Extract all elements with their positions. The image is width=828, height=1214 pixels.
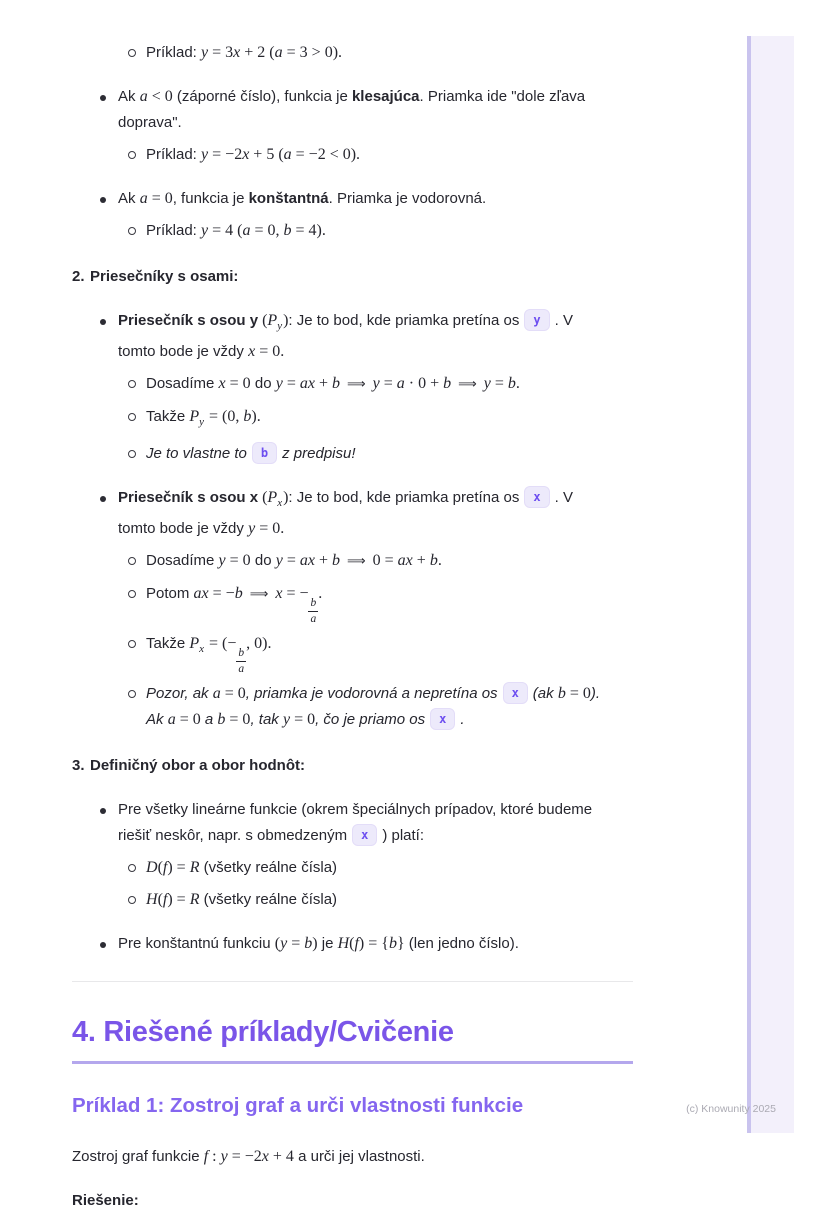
math-variable: H	[146, 891, 158, 908]
math-text: =	[379, 375, 397, 392]
math-text: =	[490, 375, 508, 392]
math-text: = 0.	[255, 520, 285, 537]
math-text: = −	[208, 585, 235, 602]
math-variable: ax	[193, 585, 209, 602]
text-run: Dosadíme	[146, 375, 219, 392]
math-variable: ax	[299, 375, 315, 392]
bullet-disc-icon	[100, 197, 106, 203]
text-run: (všetky reálne čísla)	[199, 891, 338, 908]
math-text: = 4 (	[208, 222, 243, 239]
bold-text-run: klesajúca	[351, 88, 420, 105]
math-text: ) = {	[358, 935, 389, 952]
sub-bullet-item	[72, 404, 633, 435]
math-text: + 4	[268, 1148, 294, 1165]
text-run: do	[250, 375, 276, 392]
math-text: · 0 +	[404, 375, 444, 392]
math-variable: D	[146, 859, 158, 876]
math-variable: y	[201, 222, 209, 239]
item-text	[146, 218, 326, 244]
math-text: :	[208, 1148, 221, 1165]
math-variable: P	[267, 489, 278, 506]
math-variable: f	[354, 935, 359, 952]
math-variable: a	[242, 222, 251, 239]
text-run: a urči jej vlastnosti.	[293, 1148, 425, 1165]
bold-text-run: Priesečníky s osami:	[90, 268, 239, 285]
math-text: =	[282, 552, 300, 569]
math-text: (	[157, 891, 163, 908]
bullet-item	[72, 485, 633, 542]
math-variable: R	[189, 859, 200, 876]
math-variable: a	[139, 190, 148, 207]
math-variable: b	[243, 408, 252, 425]
paragraph	[72, 1144, 633, 1170]
sub-bullet-item	[72, 631, 633, 675]
text-run: je	[317, 935, 338, 952]
math-variable: y	[282, 711, 291, 728]
item-text	[146, 855, 337, 881]
math-variable: y	[201, 44, 209, 61]
text-run: Pre všetky lineárne funkcie (okrem špeciálnych prípadov, ktoré budeme	[118, 801, 593, 818]
math-text: 0 =	[372, 552, 398, 569]
item-text	[118, 931, 519, 957]
math-text: = −2	[227, 1148, 262, 1165]
text-run: Zostroj graf funkcie	[72, 1148, 204, 1165]
italic-text-run: ).	[590, 685, 601, 702]
text-run: (všetky reálne čísla)	[199, 859, 338, 876]
math-text: (	[157, 859, 163, 876]
text-run: 4. Riešené príklady/Cvičenie	[72, 1016, 454, 1048]
bullet-disc-icon	[100, 95, 106, 101]
math-variable: y	[372, 375, 380, 392]
sub-bullet-item	[72, 548, 633, 575]
item-text	[118, 797, 592, 849]
math-text: = (0,	[205, 408, 244, 425]
italic-text-run: , tak	[250, 711, 283, 728]
math-variable: H	[337, 935, 350, 952]
inline-code-chip: x	[430, 708, 455, 730]
math-variable: x	[275, 585, 283, 602]
bold-text-run: Priesečník s osou x	[118, 489, 259, 506]
bullet-circle-icon	[128, 49, 136, 57]
math-text: = 3 > 0).	[282, 44, 343, 61]
bold-text-run: konštantná	[248, 190, 329, 207]
math-text: =	[282, 375, 300, 392]
math-variable: y	[483, 375, 491, 392]
bullet-circle-icon	[128, 227, 136, 235]
inline-code-chip: x	[503, 682, 528, 704]
math-variable: b	[332, 552, 340, 569]
math-variable: y	[220, 1148, 228, 1165]
math-text: = 0	[147, 190, 173, 207]
text-run: tomto bode je vždy	[118, 520, 249, 537]
math-text: )	[283, 489, 289, 506]
math-variable: y	[275, 375, 283, 392]
text-run: Príklad 1: Zostroj graf a urči vlastnosti funkcie	[72, 1094, 524, 1117]
math-variable: y	[248, 520, 256, 537]
sub-bullet-item	[72, 441, 633, 467]
text-run: Ak	[118, 190, 140, 207]
item-text	[146, 142, 360, 168]
item-text	[146, 631, 271, 675]
bullet-disc-icon	[100, 319, 106, 325]
text-run: do	[250, 552, 276, 569]
implies-arrow-icon: ⟹	[458, 377, 477, 392]
item-text	[146, 887, 337, 913]
math-text: = 0	[225, 552, 251, 569]
bold-text-run: Riešenie:	[72, 1192, 139, 1209]
math-variable: b	[443, 375, 452, 392]
text-run: Takže	[146, 408, 190, 425]
math-variable: a	[139, 88, 148, 105]
math-variable: y	[218, 552, 226, 569]
math-variable: y	[201, 146, 209, 163]
math-fraction: $\frac{b}{a}$	[310, 597, 317, 625]
math-variable: a	[396, 375, 405, 392]
math-variable: x	[233, 44, 241, 61]
math-text: .	[515, 375, 520, 392]
copyright-text: (c) Knowunity 2025	[686, 1103, 776, 1115]
math-subscript: x	[277, 497, 283, 509]
math-text: }	[396, 935, 405, 952]
implies-arrow-icon: ⟹	[347, 554, 366, 569]
text-run: . Priamka je vodorovná.	[328, 190, 487, 207]
math-variable: P	[189, 635, 200, 652]
sub-bullet-item	[72, 40, 633, 66]
bullet-circle-icon	[128, 380, 136, 388]
math-variable: x	[218, 375, 226, 392]
item-text	[90, 264, 238, 290]
math-text: )	[283, 312, 289, 329]
math-text: = 0	[175, 711, 201, 728]
math-variable: R	[189, 891, 200, 908]
text-run: : Je to bod, kde priamka pretína os	[288, 489, 520, 506]
inline-code-chip: x	[524, 486, 549, 508]
text-run: Dosadíme	[146, 552, 219, 569]
math-variable: b	[217, 711, 226, 728]
bullet-disc-icon	[100, 496, 106, 502]
item-text	[90, 753, 305, 779]
bullet-circle-icon	[128, 690, 136, 698]
bold-text-run: Definičný obor a obor hodnôt:	[90, 757, 305, 774]
sub-bullet-item	[72, 142, 633, 168]
italic-text-run: Ak	[146, 711, 168, 728]
math-variable: y	[275, 552, 283, 569]
text-run: ) platí:	[382, 827, 424, 844]
math-variable: b	[557, 685, 566, 702]
italic-text-run: (ak	[532, 685, 558, 702]
example-heading	[72, 1094, 633, 1118]
math-text: = −2	[208, 146, 243, 163]
math-text: +	[314, 552, 332, 569]
text-run: doprava".	[118, 114, 182, 131]
math-variable: b	[507, 375, 516, 392]
math-subscript: x	[199, 643, 205, 655]
item-text	[146, 40, 342, 66]
bullet-circle-icon	[128, 640, 136, 648]
text-run: Príklad:	[146, 146, 202, 163]
text-run: , funkcia je	[172, 190, 249, 207]
inline-code-chip: y	[524, 309, 549, 331]
item-text	[146, 404, 261, 435]
section-heading	[72, 1016, 633, 1064]
math-variable: ax	[299, 552, 315, 569]
implies-arrow-icon: ⟹	[249, 587, 269, 602]
math-variable: b	[234, 585, 243, 602]
text-run: Ak	[118, 88, 140, 105]
bullet-disc-icon	[100, 808, 106, 814]
inline-code-chip: b	[252, 442, 277, 464]
math-text: = 0	[225, 711, 251, 728]
italic-text-run: , čo je priamo os	[315, 711, 426, 728]
math-variable: b	[429, 552, 438, 569]
math-text: = (−	[205, 635, 237, 652]
sub-bullet-item	[72, 887, 633, 913]
math-text: + 2 (	[240, 44, 275, 61]
text-run: : Je to bod, kde priamka pretína os	[288, 312, 520, 329]
math-variable: f	[162, 891, 168, 908]
math-variable: b	[388, 935, 397, 952]
item-text	[146, 681, 600, 733]
bullet-item	[72, 797, 633, 849]
math-fraction: $\frac{b}{a}$	[238, 647, 245, 675]
copyright-footer	[686, 1102, 776, 1116]
item-text	[118, 84, 585, 136]
item-text	[118, 308, 573, 365]
math-variable: x	[242, 146, 250, 163]
math-text: = 0	[220, 685, 246, 702]
list-number: 2.	[72, 268, 85, 285]
bullet-item	[72, 186, 633, 212]
math-text: ).	[251, 408, 261, 425]
italic-text-run: Je to vlastne to	[146, 445, 247, 462]
math-text: (	[258, 312, 268, 329]
math-variable: ax	[397, 552, 413, 569]
math-variable: b	[283, 222, 292, 239]
italic-text-run: , priamka je vodorovná a nepretína os	[245, 685, 498, 702]
math-text: ) =	[167, 859, 190, 876]
text-run: (záporné číslo), funkcia je	[172, 88, 352, 105]
text-run: . V	[554, 489, 573, 506]
sub-bullet-item	[72, 581, 633, 625]
text-run: (len jedno číslo).	[404, 935, 519, 952]
bullet-item	[72, 308, 633, 365]
math-text: + 5 (	[249, 146, 284, 163]
math-variable: P	[189, 408, 200, 425]
math-text: ) =	[167, 891, 190, 908]
text-run: Potom	[146, 585, 194, 602]
bullet-circle-icon	[128, 557, 136, 565]
math-variable: f	[162, 859, 168, 876]
sub-bullet-item	[72, 371, 633, 398]
text-run: tomto bode je vždy	[118, 343, 249, 360]
math-variable: y	[280, 935, 288, 952]
math-variable: f	[203, 1148, 209, 1165]
bullet-item	[72, 931, 633, 957]
bullet-circle-icon	[128, 413, 136, 421]
math-variable: x	[248, 343, 256, 360]
item-text	[146, 548, 442, 575]
math-text: = 0.	[255, 343, 285, 360]
math-text: < 0	[147, 88, 173, 105]
math-text: .	[437, 552, 442, 569]
math-text: (	[349, 935, 355, 952]
math-text: , 0).	[246, 635, 272, 652]
text-run: Takže	[146, 635, 190, 652]
text-run: riešiť neskôr, napr. s obmedzeným	[118, 827, 348, 844]
italic-text-run: Pozor, ak	[146, 685, 213, 702]
math-text: =	[287, 935, 305, 952]
text-run: . Priamka ide "dole zľava	[419, 88, 586, 105]
bullet-circle-icon	[128, 151, 136, 159]
math-text: = −2 < 0).	[291, 146, 361, 163]
math-text: = −	[282, 585, 309, 602]
math-text: +	[412, 552, 430, 569]
bullet-disc-icon	[100, 942, 106, 948]
inline-code-chip: x	[352, 824, 377, 846]
paragraph	[72, 1188, 633, 1214]
math-text: = 0	[565, 685, 591, 702]
math-text: = 4).	[291, 222, 326, 239]
text-run: Pre konštantnú funkciu	[118, 935, 275, 952]
implies-arrow-icon: ⟹	[347, 377, 366, 392]
item-text	[118, 186, 486, 212]
text-run: . V	[554, 312, 573, 329]
text-run: Príklad:	[146, 44, 202, 61]
math-variable: a	[283, 146, 292, 163]
item-text	[118, 485, 573, 542]
math-subscript: y	[277, 320, 283, 332]
math-variable: P	[267, 312, 278, 329]
bullet-circle-icon	[128, 450, 136, 458]
math-variable: b	[332, 375, 340, 392]
section-divider	[72, 981, 633, 982]
math-text: = 0	[225, 375, 251, 392]
item-text	[146, 441, 356, 467]
math-text: = 0	[290, 711, 316, 728]
bold-text-run: Priesečník s osou y	[118, 312, 259, 329]
sub-bullet-item	[72, 855, 633, 881]
list-number: 3.	[72, 757, 85, 774]
math-subscript: y	[199, 416, 205, 428]
bullet-circle-icon	[128, 896, 136, 904]
math-text: = 3	[208, 44, 234, 61]
math-variable: a	[274, 44, 283, 61]
math-text: )	[312, 935, 318, 952]
math-variable: a	[167, 711, 176, 728]
bullet-circle-icon	[128, 864, 136, 872]
document-body	[72, 0, 633, 1214]
math-text: = 0,	[250, 222, 284, 239]
math-variable: b	[304, 935, 313, 952]
math-text: +	[314, 375, 332, 392]
math-variable: a	[212, 685, 221, 702]
numbered-item	[72, 753, 633, 779]
italic-text-run: a	[200, 711, 218, 728]
item-text	[146, 581, 322, 625]
math-text: .	[318, 585, 323, 602]
math-text: (	[258, 489, 268, 506]
item-text	[146, 371, 520, 398]
text-run: Príklad:	[146, 222, 202, 239]
sub-bullet-item	[72, 681, 633, 733]
numbered-item	[72, 264, 633, 290]
sub-bullet-item	[72, 218, 633, 244]
italic-text-run: .	[460, 711, 465, 728]
math-text: (	[274, 935, 281, 952]
math-variable: x	[261, 1148, 269, 1165]
bullet-circle-icon	[128, 590, 136, 598]
italic-text-run: z predpisu!	[282, 445, 356, 462]
bullet-item	[72, 84, 633, 136]
page-edge-decoration	[747, 36, 794, 1133]
